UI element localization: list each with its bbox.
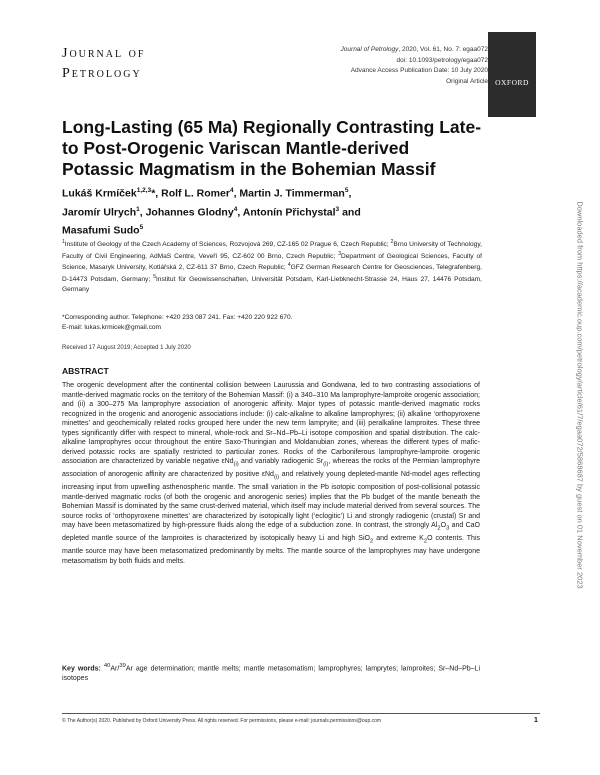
abstract-segment: and relatively young depleted-mantle Nd-model ages reflecting increasing input from upwelling asthenospheric mantle. The small variation in the Pb isotopic composition of post-collisional potassic mantle-derived magmatic rocks (of both the orogenic and anorogenic series) implies that the Pb budget of the mantle beneath the Bohemian Massif is dominated by the same crust-derived material, which itself may include material derived from several sources. The source rocks of ‘orthopyroxene minettes’ are characterized by isotopically light (‘eclogitic’) Li and strongly radiogenic (crustal) Sr and may have been metasomatized by high-pressure fluids along the edge of a subduction zone. In contrast, the strongly Al (62, 471, 480, 530)
citation-journal: Journal of Petrology (340, 46, 399, 53)
author-affiliation-sup: 1 (136, 205, 140, 213)
keyword-sup: 40 (103, 663, 111, 669)
abstract-subscript: 2 (423, 538, 428, 545)
advance-access-date: Advance Access Publication Date: 10 July 2020 (350, 67, 488, 74)
affiliation-text: Department of Geological Sciences, Faculty of Science, Masaryk University, Kotlářská 2, CZ-611 37 Brno, Czech Republic; (62, 252, 483, 272)
keyword-text: Ar age determination; mantle melts; mantle metasomatism; lamprophyres; lamprytes; lamproites; Sr–Nd–Pb–Li isotopes (62, 665, 481, 682)
article-title: Long-Lasting (65 Ma) Regionally Contrasting Late- to Post-Orogenic Variscan Mantle-derived Potassic Magmatism in the Bohemian Massif (62, 117, 482, 179)
affiliation-sup: 4 (287, 262, 291, 269)
abstract-segment: O contents. This mantle source may have been metasomatized predominantly by melts. The mantle source of the lamprophyres may have undergone metasomatism by both fluids and melts. (62, 535, 481, 565)
affiliation-sup: 1 (62, 239, 65, 245)
affiliation-sup: 3 (338, 250, 341, 257)
author-list (62, 183, 482, 239)
journal-name-line-2: Petrology (62, 66, 142, 81)
journal-name (62, 44, 145, 84)
affiliation-text: Brno University of Technology, Faculty of Civil Engineering, AdMaS Centre, Veveří 95, CZ-602 00 Brno, Czech Republic; (62, 241, 482, 260)
abstract-segment: The orogenic development after the continental collision between Laurussia and Gondwana, led to two contrasting associations of mantle-derived magmatic rocks on the territory of the Bohemian Massif: (i) a 340–310 Ma lamprophyre-lamproite orogenic association; and (ii) a 300–275 Ma lamprophyre association of anorogenic affinity. Major types of potassic mantle-derived magmatic rocks recognized in the orogenic and anorogenic associations include: (i) calc-alkaline to alkaline lamprophyres; (ii) alkaline ‘orthopyroxene minettes’ and geochemically related rocks grouped here under the new term lampryite; and (iii) peralkaline lamproites. These three types significantly differ with respect to mineral, whole-rock and Sr–Nd–Pb–Li isotope composition and spatial distribution. The calc-alkaline lamprophyres occur throughout the entire Saxo-Thuringian and Moldanubian zones, whereas the different types of mafic-derived potassic rocks are spatially restricted to particular zones. Rocks of the Carboniferous lamprophyre-lamproite orogenic association are characterized by variable negative εNd (62, 382, 480, 466)
received-dates: Received 17 August 2019; Accepted 1 July 2020 (62, 345, 191, 351)
abstract-segment: and variably radiogenic Sr (238, 458, 324, 466)
abstract-segment: O (440, 522, 447, 530)
oxford-logo (488, 32, 536, 117)
author-affiliation-sup: 1,2,3 (136, 187, 152, 194)
affiliation-sup: 2 (390, 239, 394, 245)
affiliations (62, 238, 482, 294)
author-separator: , (237, 206, 243, 218)
author-name[interactable]: Rolf L. Romer (161, 187, 230, 200)
author-separator: , (233, 187, 240, 200)
correspondence (62, 313, 482, 332)
citation-block (228, 45, 488, 87)
abstract-subscript: (i) (323, 461, 329, 468)
author-separator: , (139, 206, 146, 218)
doi-link[interactable]: doi: 10.1093/petrology/egaa072 (396, 56, 488, 64)
email-link[interactable]: E-mail: lukas.krmicek@gmail.com (62, 323, 162, 331)
abstract-segment: , whereas the rocks of the Permian lamprophyre association of anorogenic affinity are characterized by positive εNd (62, 458, 480, 479)
keywords-label: Key words: (62, 665, 101, 673)
author-affiliation-sup: 4 (229, 187, 234, 194)
author-separator: and (339, 206, 361, 218)
affiliation-text: Institute of Geology of the Czech Academy of Sciences, Rozvojová 269, CZ-165 02 Prague 6, Czech Republic; (64, 241, 391, 249)
author-affiliation-sup: 5 (139, 224, 144, 231)
page-number: 1 (534, 717, 538, 724)
journal-name-line-1: Journal of (62, 46, 146, 61)
abstract-segment: and CaO depleted mantle source of the lamproites is characterized by isotopically heavy Li and high SiO (62, 522, 480, 543)
keyword-sup: 39 (119, 663, 126, 669)
affiliation-text: GFZ German Research Centre for Geosciences, Telegrafenberg, D-14473 Potsdam, Germany; (62, 264, 482, 284)
abstract-subscript: 3 (446, 525, 450, 532)
affiliation-text: Institut für Geowissenschaften, Universität Potsdam, Karl-Liebknecht-Strasse 24, Haus 27, 14476 Potsdam, Germany (62, 276, 483, 293)
copyright-notice: © The Author(s) 2020. Published by Oxford University Press. All rights reserved. For permissions, please e-mail: journals.permissions@oup.com (62, 718, 382, 724)
abstract-subscript: (i) (273, 474, 280, 481)
author-name[interactable]: Martin J. Timmerman (239, 187, 345, 200)
abstract-segment: and extreme K (373, 535, 424, 543)
abstract-subscript: 2 (437, 525, 441, 532)
author-name[interactable]: Antonín Přichystal (242, 206, 336, 218)
author-name[interactable]: Masafumi Sudo (62, 224, 140, 237)
corresponding-author: *Corresponding author. Telephone: +420 233 087 241. Fax: +420 220 922 670. (62, 314, 293, 321)
abstract-text (62, 381, 480, 566)
oxford-logo-text: OXFORD (495, 78, 529, 87)
author-name[interactable]: Jaromír Ulrych (62, 206, 137, 218)
abstract-subscript: (i) (233, 461, 239, 468)
citation-volume: , 2020, Vol. 61, No. 7: egaa072 (398, 46, 488, 53)
author-affiliation-sup: 3 (335, 205, 340, 213)
footer-divider (62, 713, 540, 714)
author-separator: , (348, 187, 352, 200)
affiliation-sup: 5 (153, 274, 156, 281)
keywords (62, 662, 480, 684)
author-name[interactable]: Lukáš Krmíček (62, 187, 137, 200)
keyword-text: Ar/ (110, 665, 120, 673)
author-separator: *, (151, 187, 162, 200)
download-notice-text[interactable]: Downloaded from https://academic.oup.com/petrology/article/61/7/egaa072/5868687 by guest on 01 November 2023 (575, 201, 585, 589)
abstract-heading: ABSTRACT (62, 366, 109, 376)
author-name[interactable]: Johannes Glodny (145, 206, 234, 218)
citation-line (228, 45, 488, 56)
article-type: Original Article (446, 77, 488, 85)
author-affiliation-sup: 4 (233, 205, 238, 213)
abstract-subscript: 2 (369, 538, 374, 545)
author-affiliation-sup: 5 (344, 187, 349, 194)
